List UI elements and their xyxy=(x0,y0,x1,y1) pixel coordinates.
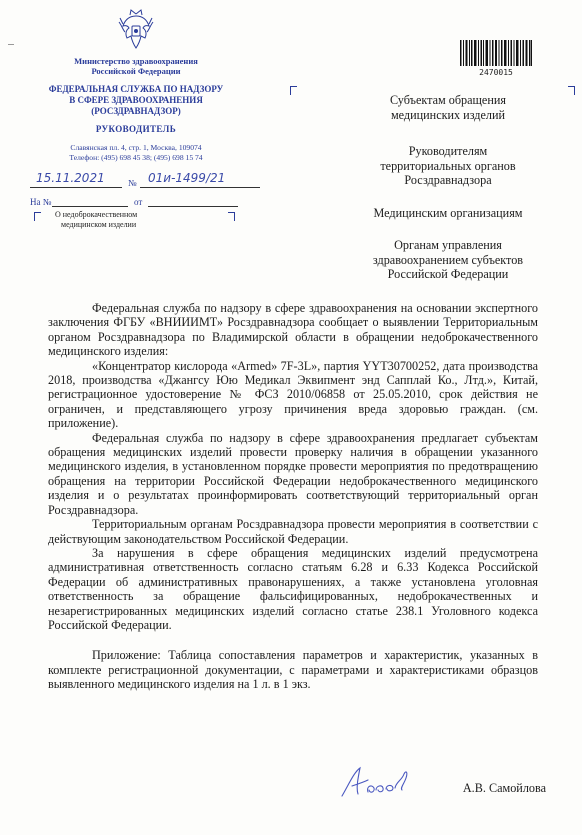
body-paragraph: Федеральная служба по надзору в сфере здравоохранения предлагает субъектам обращения медицинских изделий провести проверку наличия в обращении указанного медицинского изделия, в установленном порядке провести мероприятия по предотвращению обращения на территории Российской Федерации недоброкачественного медицинского изделия и о результатах проинформировать соответствующий территориальный орган Росздравнадзора. xyxy=(48,430,538,517)
recipient-line: Росздравнадзора xyxy=(404,173,492,187)
barcode-number: 2470015 xyxy=(479,68,513,77)
subject-line xyxy=(55,210,225,230)
subject-text: О недоброкачественном xyxy=(55,210,138,219)
from-label: от xyxy=(134,197,143,207)
registration-number: 01и-1499/21 xyxy=(148,171,226,185)
head-title: РУКОВОДИТЕЛЬ xyxy=(95,124,177,134)
recipients-block xyxy=(338,93,558,296)
recipient-line: медицинских изделий xyxy=(390,107,506,122)
body-paragraph: За нарушения в сфере обращения медицинских изделий предусмотрена административная ответственность согласно статьям 6.28 и 6.33 Кодекса Российской Федерации об административных правонарушениях, а также установлена уголовная ответственность за обращение фальсифицированных, недоброкачественных и незарегистрированных медицинских изделий согласно статье 238.1 Уголовного кодекса Российской Федерации. xyxy=(48,545,538,632)
body-paragraph: Федеральная служба по надзору в сфере здравоохранения на основании экспертного заключения ФГБУ «ВНИИИМТ» Росздравнадзора сообщает о выявлении Территориальным органом Росздравнадзора по Владимирской области в обращении недоброкачественного медицинского изделия: xyxy=(48,301,538,359)
recipient-line: здравоохранением субъектов xyxy=(372,252,524,267)
recipient-line: Руководителям xyxy=(408,144,488,158)
reference-line xyxy=(30,194,242,208)
reference-label: На № xyxy=(30,197,52,207)
margin-mark xyxy=(8,44,14,45)
service-line: В СФЕРЕ ЗДРАВООХРАНЕНИЯ xyxy=(69,95,203,105)
corner-bracket xyxy=(568,86,575,95)
corner-bracket xyxy=(34,212,41,221)
recipient-line: территориальных органов xyxy=(380,158,516,173)
registration-line xyxy=(30,171,280,189)
barcode-icon xyxy=(460,40,532,66)
recipient xyxy=(338,144,558,188)
signer-name: А.В. Самойлова xyxy=(462,781,546,795)
ministry-line: Министерство здравоохранения xyxy=(74,56,198,66)
recipient-line: Российской Федерации xyxy=(387,267,509,281)
recipient xyxy=(338,93,558,122)
recipient-line: Медицинским организациям xyxy=(373,205,523,220)
registration-date: 15.11.2021 xyxy=(36,171,105,185)
reference-underline xyxy=(52,206,128,207)
phone-line: Телефон: (495) 698 45 38; (495) 698 15 74 xyxy=(69,153,203,162)
number-underline xyxy=(140,187,260,188)
subject-text: медицинском изделии xyxy=(61,220,137,229)
coat-of-arms-icon xyxy=(117,8,155,52)
service-line: ФЕДЕРАЛЬНАЯ СЛУЖБА ПО НАДЗОРУ xyxy=(48,84,224,94)
body-paragraph: Территориальным органам Росздравнадзора провести мероприятия в соответствии с действующим законодательством Российской Федерации. xyxy=(48,517,538,546)
ministry-name xyxy=(40,56,232,76)
address-line: Славянская пл. 4, стр. 1, Москва, 109074 xyxy=(70,143,202,152)
ministry-line: Российской Федерации xyxy=(91,66,181,76)
service-name xyxy=(30,84,242,117)
corner-bracket xyxy=(228,212,235,221)
date-underline xyxy=(30,187,122,188)
letter-body xyxy=(48,301,538,692)
signature-icon xyxy=(338,762,428,802)
attachment-paragraph: Приложение: Таблица сопоставления параметров и характеристик, указанных в комплекте регистрационной документации, с параметрами и характеристиками образцов выявленного медицинского изделия на 1 л. в 1 экз. xyxy=(48,648,538,692)
corner-bracket xyxy=(290,86,297,95)
body-paragraph: «Концентратор кислорода «Armed» 7F-3L», партия YYT30700252, дата производства 2018, производства «Джангсу Юю Медикал Эквипмент энд Сапплай Ко., Лтд.», Китай, регистрационное удостоверение № ФСЗ 2010/06858 от 25.05.2010, срок действия не ограничен, и представляющего угрозу причинения вреда здоровью граждан. (см. приложение). xyxy=(48,358,538,431)
address-block xyxy=(30,143,242,163)
recipient xyxy=(338,238,558,282)
recipient-line: Органам управления xyxy=(394,238,502,252)
service-line: (РОСЗДРАВНАДЗОР) xyxy=(91,106,181,116)
recipient xyxy=(338,206,558,221)
from-underline xyxy=(148,206,238,207)
recipient-line: Субъектам обращения xyxy=(389,93,506,107)
number-label: № xyxy=(128,178,137,188)
